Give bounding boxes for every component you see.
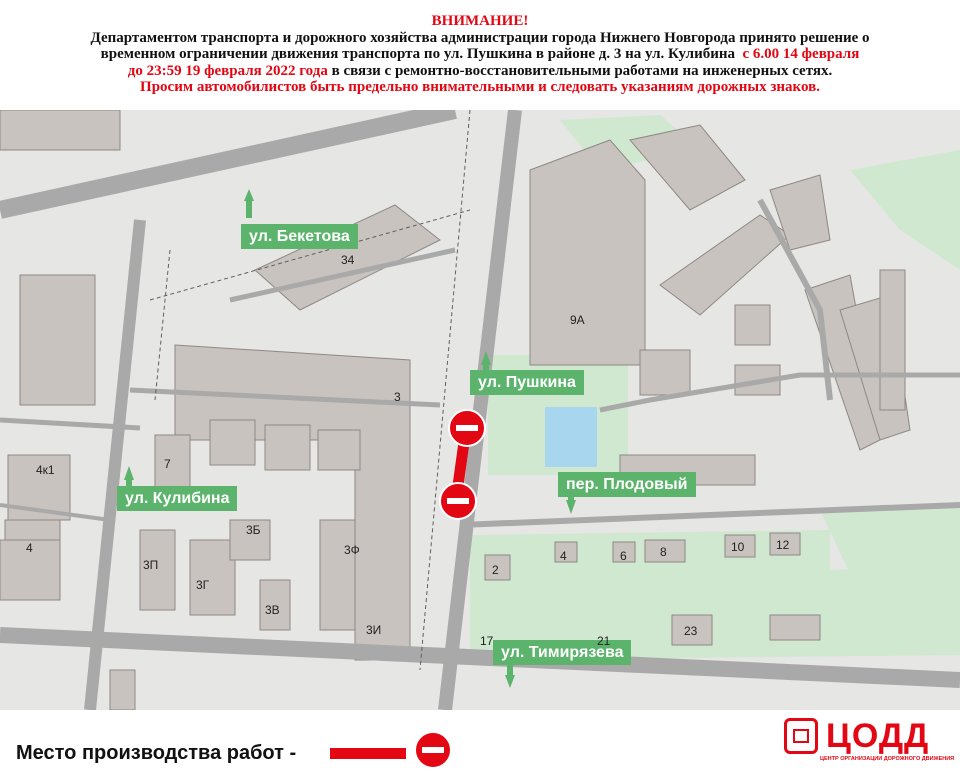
building-courtyard-1 bbox=[210, 420, 255, 465]
street-label-pushkina: ул. Пушкина bbox=[470, 370, 584, 395]
logo-name: ЦОДД bbox=[826, 717, 930, 755]
building-number: 23 bbox=[684, 624, 698, 638]
building-number: 7 bbox=[164, 457, 171, 471]
notice-appeal: Просим автомобилистов быть предельно внимательными и следовать указаниям дорожных знаков. bbox=[140, 79, 820, 95]
map-legend bbox=[0, 712, 960, 783]
building-mid-3 bbox=[735, 305, 770, 345]
building-courtyard-2 bbox=[265, 425, 310, 470]
path-2 bbox=[155, 250, 170, 400]
street-label-kulibina: ул. Кулибина bbox=[117, 486, 237, 511]
building-number: 12 bbox=[776, 538, 790, 552]
building-number: 3В bbox=[265, 603, 280, 617]
building-number: 2 bbox=[492, 563, 499, 577]
building-3f bbox=[320, 520, 355, 630]
building-east-3 bbox=[880, 270, 905, 410]
building-nw bbox=[0, 110, 120, 150]
building-9a bbox=[530, 140, 645, 365]
map-canvas bbox=[0, 110, 960, 710]
notice-line-1: Департаментом транспорта и дорожного хозяйства администрации города Нижнего Новгорода принято решение о bbox=[90, 29, 870, 46]
building-number: 3 bbox=[394, 390, 401, 404]
legend-closure-bar bbox=[330, 748, 406, 759]
building-number: 21 bbox=[597, 634, 611, 648]
building-number: 34 bbox=[341, 253, 355, 267]
building-number: 3Г bbox=[196, 578, 210, 592]
notice-title: ВНИМАНИЕ! bbox=[431, 13, 529, 29]
arrow-beketova bbox=[244, 189, 254, 218]
notice-line-3 bbox=[0, 63, 960, 80]
building-number: 4 bbox=[560, 549, 567, 563]
building-number: 10 bbox=[731, 540, 745, 554]
building-number: 6 bbox=[620, 549, 627, 563]
building-number: 4к1 bbox=[36, 463, 55, 477]
building-number: 17 bbox=[480, 634, 494, 648]
building-number: 3Ф bbox=[344, 543, 360, 557]
building-number: 8 bbox=[660, 545, 667, 559]
notice-line-2-text: временном ограничении движения транспорта по ул. Пушкина в районе д. 3 на ул. Кулибина bbox=[100, 46, 736, 62]
no-entry-sign-south bbox=[439, 482, 477, 520]
codd-logo-icon bbox=[784, 718, 818, 754]
notice-line-2 bbox=[0, 46, 960, 63]
pond bbox=[545, 407, 597, 467]
street-map bbox=[0, 110, 960, 710]
building-se bbox=[770, 615, 820, 640]
green-east bbox=[850, 150, 960, 270]
notice-header bbox=[0, 0, 960, 110]
building-number: 3И bbox=[366, 623, 382, 637]
building-south bbox=[110, 670, 135, 710]
building-number: 9А bbox=[570, 313, 585, 327]
legend-no-entry-icon bbox=[414, 731, 452, 769]
building-number: 4 bbox=[26, 541, 33, 555]
street-label-plodovy: пер. Плодовый bbox=[558, 472, 696, 497]
building-west-1 bbox=[20, 275, 95, 405]
building-north-1 bbox=[630, 125, 745, 210]
arrow-plodovy bbox=[566, 495, 576, 514]
street-label-beketova: ул. Бекетова bbox=[241, 224, 358, 249]
notice-start-date: с 6.00 14 февраля bbox=[742, 46, 860, 62]
notice-line-3-text: в связи с ремонтно-восстановительными работами на инженерных сетях. bbox=[331, 62, 833, 79]
street-label-timiryazeva: ул. Тимирязева bbox=[493, 640, 631, 665]
building-hatched bbox=[660, 215, 790, 315]
building-courtyard-3 bbox=[318, 430, 360, 470]
building-number: 3Б bbox=[246, 523, 261, 537]
codd-logo bbox=[780, 712, 955, 774]
logo-subtitle: ЦЕНТР ОРГАНИЗАЦИИ ДОРОЖНОГО ДВИЖЕНИЯ bbox=[820, 756, 955, 762]
notice-end-date: до 23:59 19 февраля 2022 года bbox=[127, 62, 328, 79]
no-entry-sign-north bbox=[448, 409, 486, 447]
building-number: 3П bbox=[143, 558, 159, 572]
legend-label: Место производства работ - bbox=[16, 742, 297, 764]
building-mid-1 bbox=[640, 350, 690, 395]
